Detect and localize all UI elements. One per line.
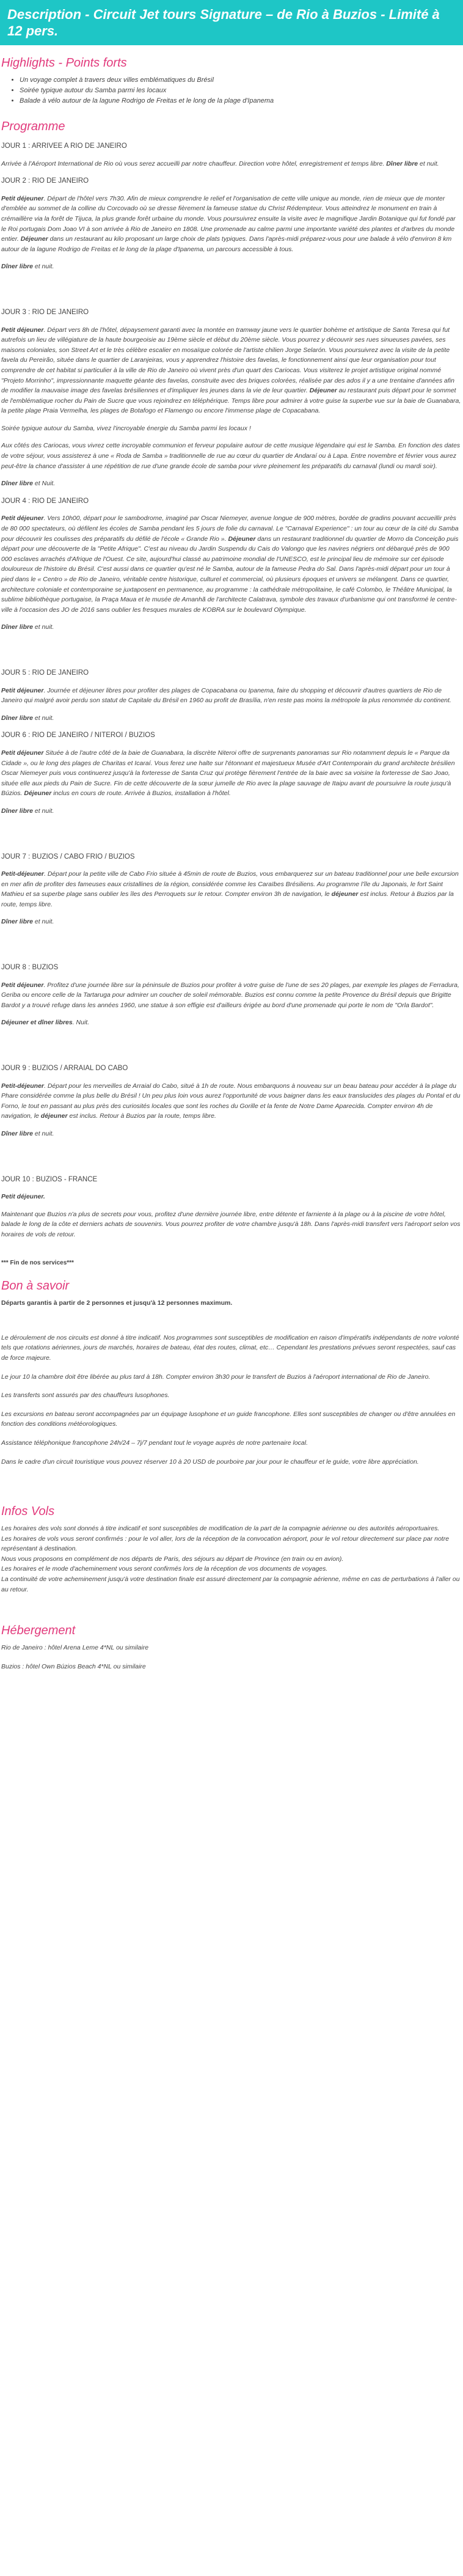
day-text: Arrivée à l'Aéroport International de Rio où vous serez accueilli par notre chauffeur. Direction votre hôtel, enregistrement et temps libre. Dîner libre et nuit. <box>1 160 439 167</box>
list-item: • Un voyage complet à travers deux villes emblématiques du Brésil <box>20 75 462 86</box>
infos-vols-line: Les horaires et le mode d'acheminement vous seront confirmés lors de la réception de vos documents de voyages. <box>1 1565 328 1573</box>
day-title: JOUR 8 : BUZIOS <box>1 964 59 972</box>
highlights-heading: Highlights - Points forts <box>1 56 127 70</box>
day-dinner: Déjeuner et dîner libres. Nuit. <box>1 1019 90 1027</box>
hebergement-line: Buzios : hôtel Own Búzios Beach 4*NL ou similaire <box>1 1662 146 1670</box>
day-text: Soirée typique autour du Samba, vivez l'incroyable énergie du Samba parmi les locaux ! <box>1 424 251 432</box>
title-banner <box>0 0 463 45</box>
day-dinner: Dîner libre et nuit. <box>1 714 54 722</box>
bon-savoir-text: Dans le cadre d'un circuit touristique vous pouvez réserver 10 à 20 USD de pourboire par jour pour le chauffeur et le guide, votre libre appréciation. <box>1 1458 419 1466</box>
day-title: JOUR 2 : RIO DE JANEIRO <box>1 177 89 185</box>
day-text: Petit-déjeuner. Départ pour la petite ville de Cabo Frio située à 45min de route de Buzios, vous embarquerez sur un bateau traditionnel pour une belle excursion en mer afin de profiter des fameuses eaux cristallines de la région, considérée comme les Caraïbes Brésiliens. Au programme l'île du Japonais, le fort Saint Mathieu et sa superbe plage sans oublier les îles des Perroquets sur le retour. Compter environ 3h de navigation, le déjeuner est inclus. Retour à Buzios par la route, temps libre. <box>1 870 459 908</box>
day-title: JOUR 5 : RIO DE JANEIRO <box>1 669 89 677</box>
list-item: • Balade à vélo autour de la lagune Rodrigo de Freitas et le long de la plage d'Ipanema <box>20 96 462 106</box>
infos-vols-line: Les horaires des vols sont donnés à titre indicatif et sont susceptibles de modification de la part de la compagnie aérienne ou des autorités aéroportuaires. <box>1 1525 440 1533</box>
page-title: Description - Circuit Jet tours Signature – de Rio à Buzios - Limité à 12 pers. <box>7 7 440 39</box>
end-of-services: *** Fin de nos services*** <box>1 1259 74 1266</box>
day-text: Petit déjeuner. <box>1 1193 45 1201</box>
day-text: Aux côtés des Cariocas, vous vivrez cette incroyable communion et ferveur populaire autour de cette musique légendaire qui est le Samba. En fonction des dates de votre séjour, vous assisterez à une « Roda de Samba » traditionnelle de rue au cœur du quartier de Andaraí ou à Lapa. Entre novembre et février vous aurez peut-être la chance d'assister à une répétition de rue d'une grande école de samba pour vivre pleinement les préparatifs du carnaval (lundi ou mardi soir). <box>1 442 461 470</box>
day-dinner: Dîner libre et nuit. <box>1 623 54 631</box>
bon-savoir-text: Les excursions en bateau seront accompagnées par un équipage lusophone et un guide francophone. Elles sont susceptibles de changer ou d'être annulées en fonction des conditions météorologiques. <box>1 1410 456 1428</box>
bon-savoir-text: Assistance téléphonique francophone 24h/24 – 7j/7 pendant tout le voyage auprès de notre partenaire local. <box>1 1439 308 1447</box>
infos-vols-line: Les horaires de vols vous seront confirmés : pour le vol aller, lors de la réception de la convocation aéroport, pour le vol retour directement sur place par notre représentant à destination. <box>1 1535 450 1553</box>
bon-savoir-text: Le déroulement de nos circuits est donné à titre indicatif. Nos programmes sont susceptibles de modification en raison d'impératifs indépendants de notre volonté tels que rotations aériennes, jours de marchés, horaires de bateau, état des routes, climat, etc… Cependant les prestations prévues seront respectées, sauf cas de force majeure. <box>1 1334 459 1362</box>
day-title: JOUR 9 : BUZIOS / ARRAIAL DO CABO <box>1 1065 128 1073</box>
bon-savoir-text: Les transferts sont assurés par des chauffeurs lusophones. <box>1 1392 170 1400</box>
day-dinner: Dîner libre et nuit. <box>1 1130 54 1137</box>
day-text: Petit déjeuner. Vers 10h00, départ pour le sambodrome, imaginé par Oscar Niemeyer, avenue longue de 900 mètres, bordée de gradins pouvant accueillir près de 80 000 spectateurs, où défilent les écoles de Samba pendant les 5 jours de folie du carnaval. Le "Carnaval Experience" : un tour au cœur de la cité du Samba pour découvrir les coulisses des préparatifs du défilé de l'école « Grande Rio ». Déjeuner dans un restaurant traditionnel du quartier de Morro da Conceição puis départ pour une découverte de la "Petite Afrique". C'est au niveau du Jardin Suspendu du Cais do Valongo que les navires négriers ont débarqué près de 900 000 esclaves arrachés d'Afrique de l'Ouest. Ce site, aujourd'hui classé au patrimoine mondial de l'UNESCO, est le principal lieu de mémoire sur cet épisode douloureux de l'histoire du Brésil. C'est aussi dans ce quartier qu'est né le Samba, autour de la fameuse Pedra do Sal. Dans l'après-midi départ pour un tour à pied dans le « Centro » de Rio de Janeiro, véritable centre historique, culturel et commercial, où plusieurs époques et univers se mélangent. Dans ce quartier, architecture coloniale et contemporaine se juxtaposent en permanence, au programme : la cathédrale métropolitaine, le café Colombo, le Théâtre Municipal, la sublime bibliothèque portugaise, la Praça Maua et le musée de Amanhã de l'architecte Calatrava, symbole des travaux d'urbanisme qui ont transformé le centre-ville à l'occasion des JO de 2016 sans oublier les fresques murales de KOBRA sur le boulevard Olympique. <box>1 515 459 614</box>
day-title: JOUR 3 : RIO DE JANEIRO <box>1 308 89 316</box>
day-title: JOUR 6 : RIO DE JANEIRO / NITEROI / BUZIOS <box>1 732 155 739</box>
day-dinner: Dîner libre et nuit. <box>1 263 54 271</box>
day-text: Petit déjeuner. Journée et déjeuner libres pour profiter des plages de Copacabana ou Ipanema, faire du shopping et découvrir d'autres quartiers de Rio de Janeiro qui malgré avoir perdu son statut de Capitale du Brésil en 1960 au profit de Brasília, n'en reste pas moins la métropole la plus renommée du continent. <box>1 686 451 705</box>
programme-heading: Programme <box>1 120 65 133</box>
infos-vols-line: La continuité de votre acheminement jusqu'à votre destination finale est assuré directement par la compagnie aérienne, même en cas de perturbations à l'aller ou au retour. <box>1 1576 460 1593</box>
day-title: JOUR 1 : ARRIVEE A RIO DE JANEIRO <box>1 142 127 150</box>
day-title: JOUR 7 : BUZIOS / CABO FRIO / BUZIOS <box>1 853 135 861</box>
infos-vols-heading: Infos Vols <box>1 1505 55 1519</box>
list-item: • Soirée typique autour du Samba parmi les locaux <box>20 86 462 96</box>
day-title: JOUR 4 : RIO DE JANEIRO <box>1 497 89 505</box>
bon-savoir-text: Le jour 10 la chambre doit être libérée au plus tard à 18h. Compter environ 3h30 pour le transfert de Buzios à l'aéroport international de Rio de Janeiro. <box>1 1373 431 1381</box>
infos-vols-line: Nous vous proposons en complément de nos départs de Paris, des séjours au départ de Province (en train ou en avion). <box>1 1555 344 1563</box>
highlights-list <box>1 75 462 106</box>
bon-savoir-heading: Bon à savoir <box>1 1279 70 1293</box>
day-dinner: Dîner libre et Nuit. <box>1 480 56 488</box>
day-dinner: Dîner libre et nuit. <box>1 918 54 926</box>
hebergement-heading: Hébergement <box>1 1624 76 1638</box>
day-dinner: Dîner libre et nuit. <box>1 807 54 815</box>
day-text: Maintenant que Buzios n'a plus de secrets pour vous, profitez d'une dernière journée libre, entre détente et farniente à la plage ou à la piscine de votre hôtel, balade le long de la côte et derniers achats de souvenirs. Vous pourrez profiter de votre chambre jusqu'à 18h. Dans l'après-midi transfert vers l'aéroport selon vos horaires de vols de retour. <box>1 1210 461 1238</box>
bon-savoir-bold: Départs garantis à partir de 2 personnes et jusqu'à 12 personnes maximum. <box>1 1299 233 1307</box>
day-title: JOUR 10 : BUZIOS - FRANCE <box>1 1175 98 1183</box>
day-text: Petit déjeuner. Profitez d'une journée libre sur la péninsule de Buzios pour profiter à votre guise de l'une de ses 20 plages, par exemple les plages de Ferradura, Geriba ou encore celle de la Tartaruga pour admirer un coucher de soleil mémorable. Buzios est connu comme la petite Provence du Brésil depuis que Brigitte Bardot y a trouvé refuge dans les années 1960, une statue à son effigie est d'ailleurs érigée au bord d'une promenade qui porte le nom de "Orla Bardot". <box>1 981 459 1009</box>
day-text: Petit déjeuner. Départ de l'hôtel vers 7h30. Afin de mieux comprendre le relief et l'organisation de cette ville unique au monde, rien de mieux que de monter d'emblée au sommet de la colline du Corcovado où se dresse fièrement la fameuse statue du Christ Rédempteur. Vous atteindrez le monument en train à crémaillère via la forêt de Tijuca, la plus grande forêt urbaine du monde. Vous poursuivrez ensuite la visite avec le magnifique Jardin Botanique qui fut fondé par le Roi portugais Dom Joao VI à son arrivée à Rio de Janeiro en 1808. Une promenade au calme parmi une importante variété des plantes et d'arbres du monde entier. Déjeuner dans un restaurant au kilo proposant un large choix de plats typiques. Dans l'après-midi préparez-vous pour une balade à vélo d'environ 8 km autour de la lagune Rodrigo de Freitas et le long de la plage d'Ipanema, un parcours accessible à tous. <box>1 194 456 253</box>
day-text: Petit déjeuner. Départ vers 8h de l'hôtel, dépaysement garanti avec la montée en tramway jaune vers le quartier bohème et artistique de Santa Teresa qui fut autrefois un lieu de villégiature de la haute bourgeoisie au 19ème siècle et début du 20ème siècle. Vous pourrez y découvrir ses rues sinueuses pavées, ses maisons coloniales, son Street Art et le très célèbre escalier en mosaïque colorée de l'artiste chilien Jorge Selarón. Vous poursuivrez avec la visite de la petite favela du Pereirão, située dans le quartier de Laranjeiras, vous y apprendrez l'histoire des favelas, le fonctionnement ainsi que leur organisation pour tout comprendre de cet habitat si particulier à la ville de Rio de Janeiro où vivent près d'un quart des Cariocas. Vous visiterez le projet artistique original nommé "Projeto Morrinho", impressionnante maquette géante des favelas, construite avec des briques colorées, réalisée par des ados il y a une trentaine d'années afin de modifier la mauvaise image des favelas brésiliennes et d'impliquer les jeunes dans la vie de leur quartier. Déjeuner au restaurant puis départ pour le sommet de l'emblématique rocher du Pain de Sucre que vous rejoindrez en téléphérique. Temps libre pour admirer à votre guise la superbe vue sur la baie de Guanabara, la petite plage Praia Vermelha, les plages de Botafogo et Flamengo ou encore l'immense plage de Copacabana. <box>1 326 461 415</box>
hebergement-line: Rio de Janeiro : hôtel Arena Leme 4*NL ou similaire <box>1 1644 149 1652</box>
day-text: Petit déjeuner Située à de l'autre côté de la baie de Guanabara, la discrète Niteroi offre de surprenants panoramas sur Rio notamment depuis le « Parque da Cidade », ou le long des plages de Charitas et Icaraí. Vous ferez une halte sur l'étonnant et majestueux Musée d'Art Contemporain du grand architecte brésilien Oscar Niemeyer puis vous continuerez jusqu'à la forteresse de Santa Cruz qui protège fièrement l'entrée de la baie avec sa voisine la forteresse de Sao Joao, située elle aux pieds du Pain de Sucre. Fin de cette découverte de la sœur jumelle de Rio avec la plage sauvage de Itaipu avant de poursuivre la route jusqu'à Búzios. Déjeuner inclus en cours de route. Arrivée à Buzios, installation à l'hôtel. <box>1 749 455 798</box>
day-text: Petit-déjeuner. Départ pour les merveilles de Arraial do Cabo, situé à 1h de route. Nous embarquons à nouveau sur un beau bateau pour accéder à la plage du Phare considérée comme la plus belle du Brésil ! Un peu plus loin vous aurez l'opportunité de vous baigner dans les eaux translucides des plages du Pontal et du Forno, le tout en passant au plus près des curiosités locales que sont les roches du Gorille et la fente de Notre Dame Aparecida. Compter environ 4h de navigation, le déjeuner est inclus. Retour à Buzios par la route, temps libre. <box>1 1082 461 1120</box>
